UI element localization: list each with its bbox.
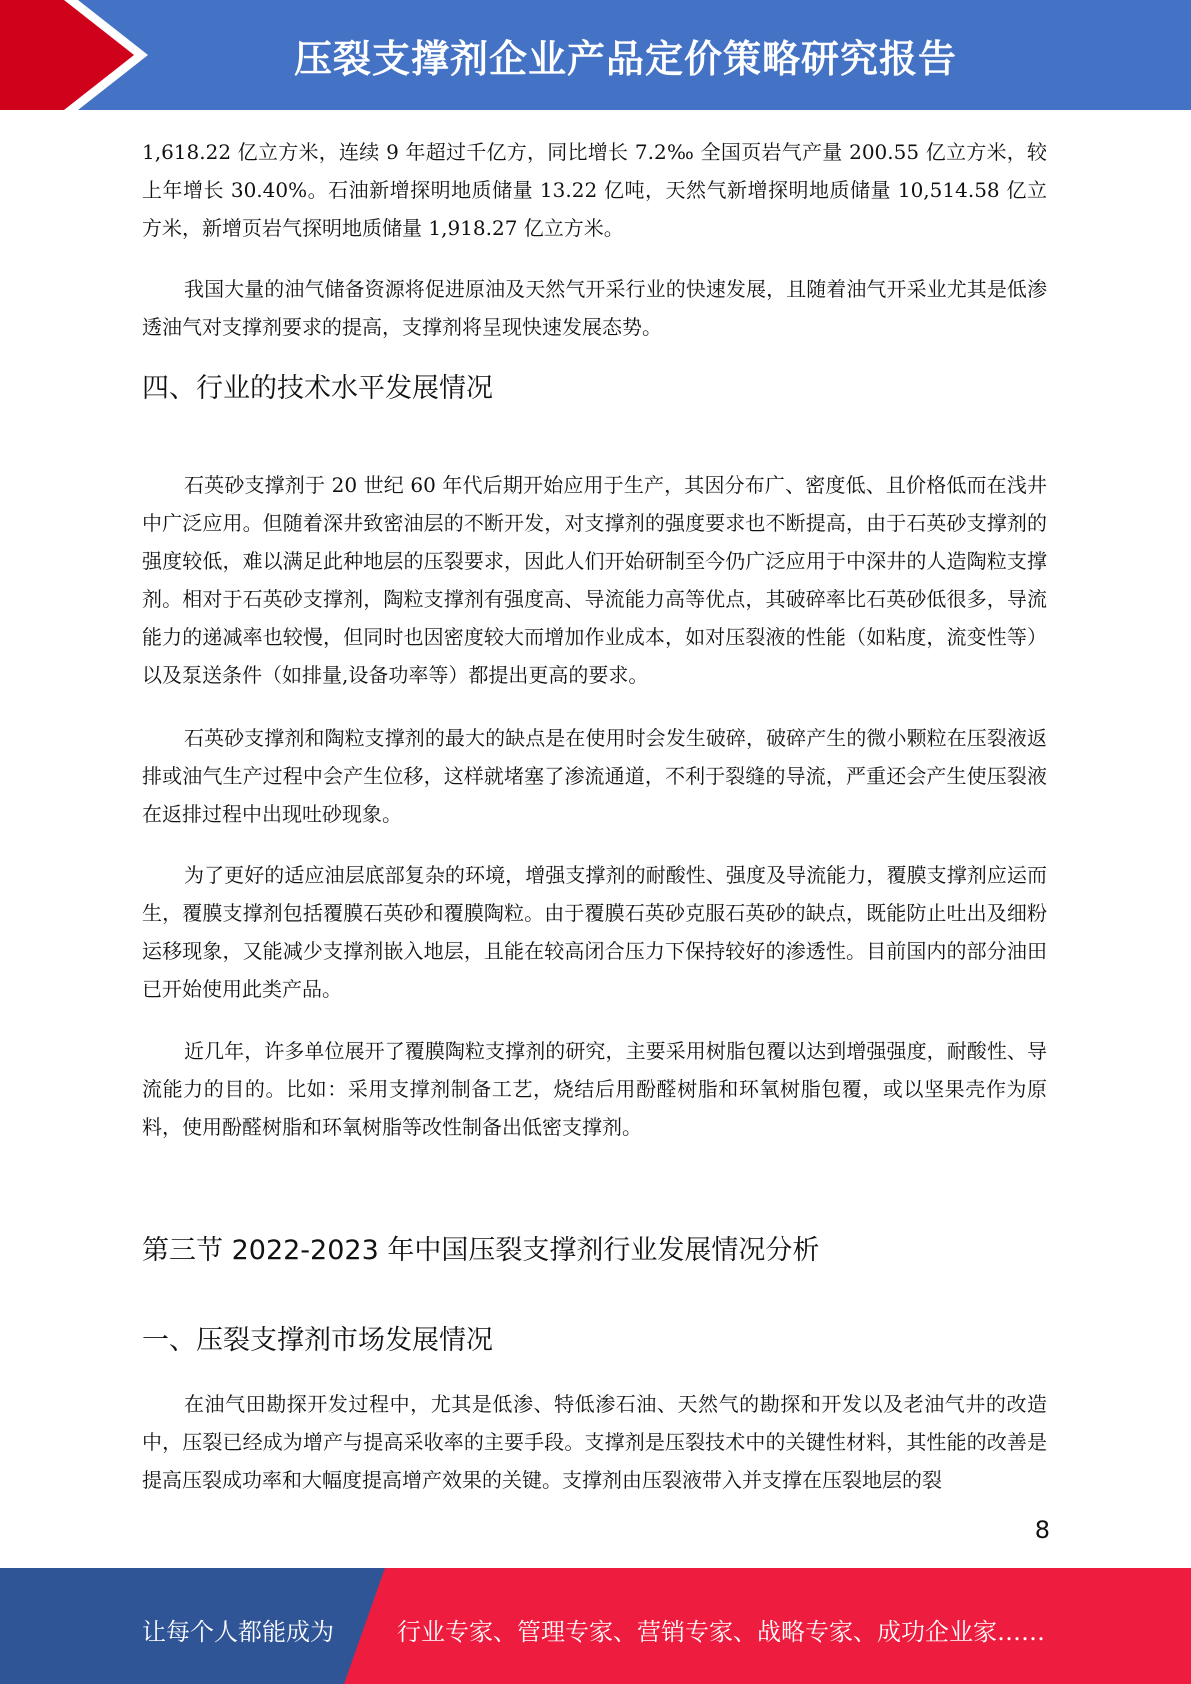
- paragraph-gas-production: 1,618.22 亿立方米，连续 9 年超过千亿方，同比增长 7.2‰ 全国页岩气产量 200.55 亿立方米，较上年增长 30.40%。石油新增探明地质储量 13.22 亿吨，天然气新增探明地质储量 10,514.58 亿立方米，新增页岩气探明地质储量 1,918.27 亿立方米。: [142, 140, 1047, 240]
- paragraph-quartz-ceramic: 石英砂支撑剂于 20 世纪 60 年代后期开始应用于生产，其因分布广、密度低、且价格低而在浅井中广泛应用。但随着深井致密油层的不断开发，对支撑剂的强度要求也不断提高，由于石英砂支撑剂的强度较低，难以满足此种地层的压裂要求，因此人们开始研制至今仍广泛应用于中深井的人造陶粒支撑剂。相对于石英砂支撑剂，陶粒支撑剂有强度高、导流能力高等优点，其破碎率比石英砂低很多，导流能力的递减率也较慢，但同时也因密度较大而增加作业成本，如对压裂液的性能（如粘度，流变性等）以及泵送条件（如排量,设备功率等）都提出更高的要求。: [142, 473, 1047, 687]
- paragraph-reserves-outlook: 我国大量的油气储备资源将促进原油及天然气开采行业的快速发展，且随着油气开采业尤其是低渗透油气对支撑剂要求的提高，支撑剂将呈现快速发展态势。: [142, 277, 1047, 339]
- paragraph-coated-proppant: 为了更好的适应油层底部复杂的环境，增强支撑剂的耐酸性、强度及导流能力，覆膜支撑剂应运而生，覆膜支撑剂包括覆膜石英砂和覆膜陶粒。由于覆膜石英砂克服石英砂的缺点，既能防止吐出及细粉运移现象，又能减少支撑剂嵌入地层，且能在较高闭合压力下保持较好的渗透性。目前国内的部分油田已开始使用此类产品。: [142, 863, 1047, 1001]
- report-title: 压裂支撑剂企业产品定价策略研究报告: [293, 36, 957, 81]
- page-number: 8: [1034, 1516, 1050, 1544]
- paragraph-breakage-drawback: 石英砂支撑剂和陶粒支撑剂的最大的缺点是在使用时会发生破碎，破碎产生的微小颗粒在压裂液返排或油气生产过程中会产生位移，这样就堵塞了渗流通道，不利于裂缝的导流，严重还会产生使压裂液在返排过程中出现吐砂现象。: [142, 726, 1047, 826]
- paragraph-fracturing-market: 在油气田勘探开发过程中，尤其是低渗、特低渗石油、天然气的勘探和开发以及老油气井的改造中，压裂已经成为增产与提高采收率的主要手段。支撑剂是压裂技术中的关键性材料，其性能的改善是提高压裂成功率和大幅度提高增产效果的关键。支撑剂由压裂液带入并支撑在压裂地层的裂: [142, 1392, 1047, 1492]
- footer-slogan-right: 行业专家、管理专家、营销专家、战略专家、成功企业家……: [397, 1618, 1045, 1646]
- footer-slogan-left: 让每个人都能成为: [142, 1618, 334, 1646]
- paragraph-coated-ceramic-research: 近几年，许多单位展开了覆膜陶粒支撑剂的研究，主要采用树脂包覆以达到增强强度，耐酸性、导流能力的目的。比如：采用支撑剂制备工艺，烧结后用酚醛树脂和环氧树脂包覆，或以坚果壳作为原料，使用酚醛树脂和环氧树脂等改性制备出低密支撑剂。: [142, 1039, 1047, 1139]
- section-heading-technology: 四、行业的技术水平发展情况: [142, 373, 493, 404]
- chapter-heading-industry-2022-2023: 第三节 2022-2023 年中国压裂支撑剂行业发展情况分析: [142, 1235, 820, 1266]
- section-heading-market: 一、压裂支撑剂市场发展情况: [142, 1325, 493, 1356]
